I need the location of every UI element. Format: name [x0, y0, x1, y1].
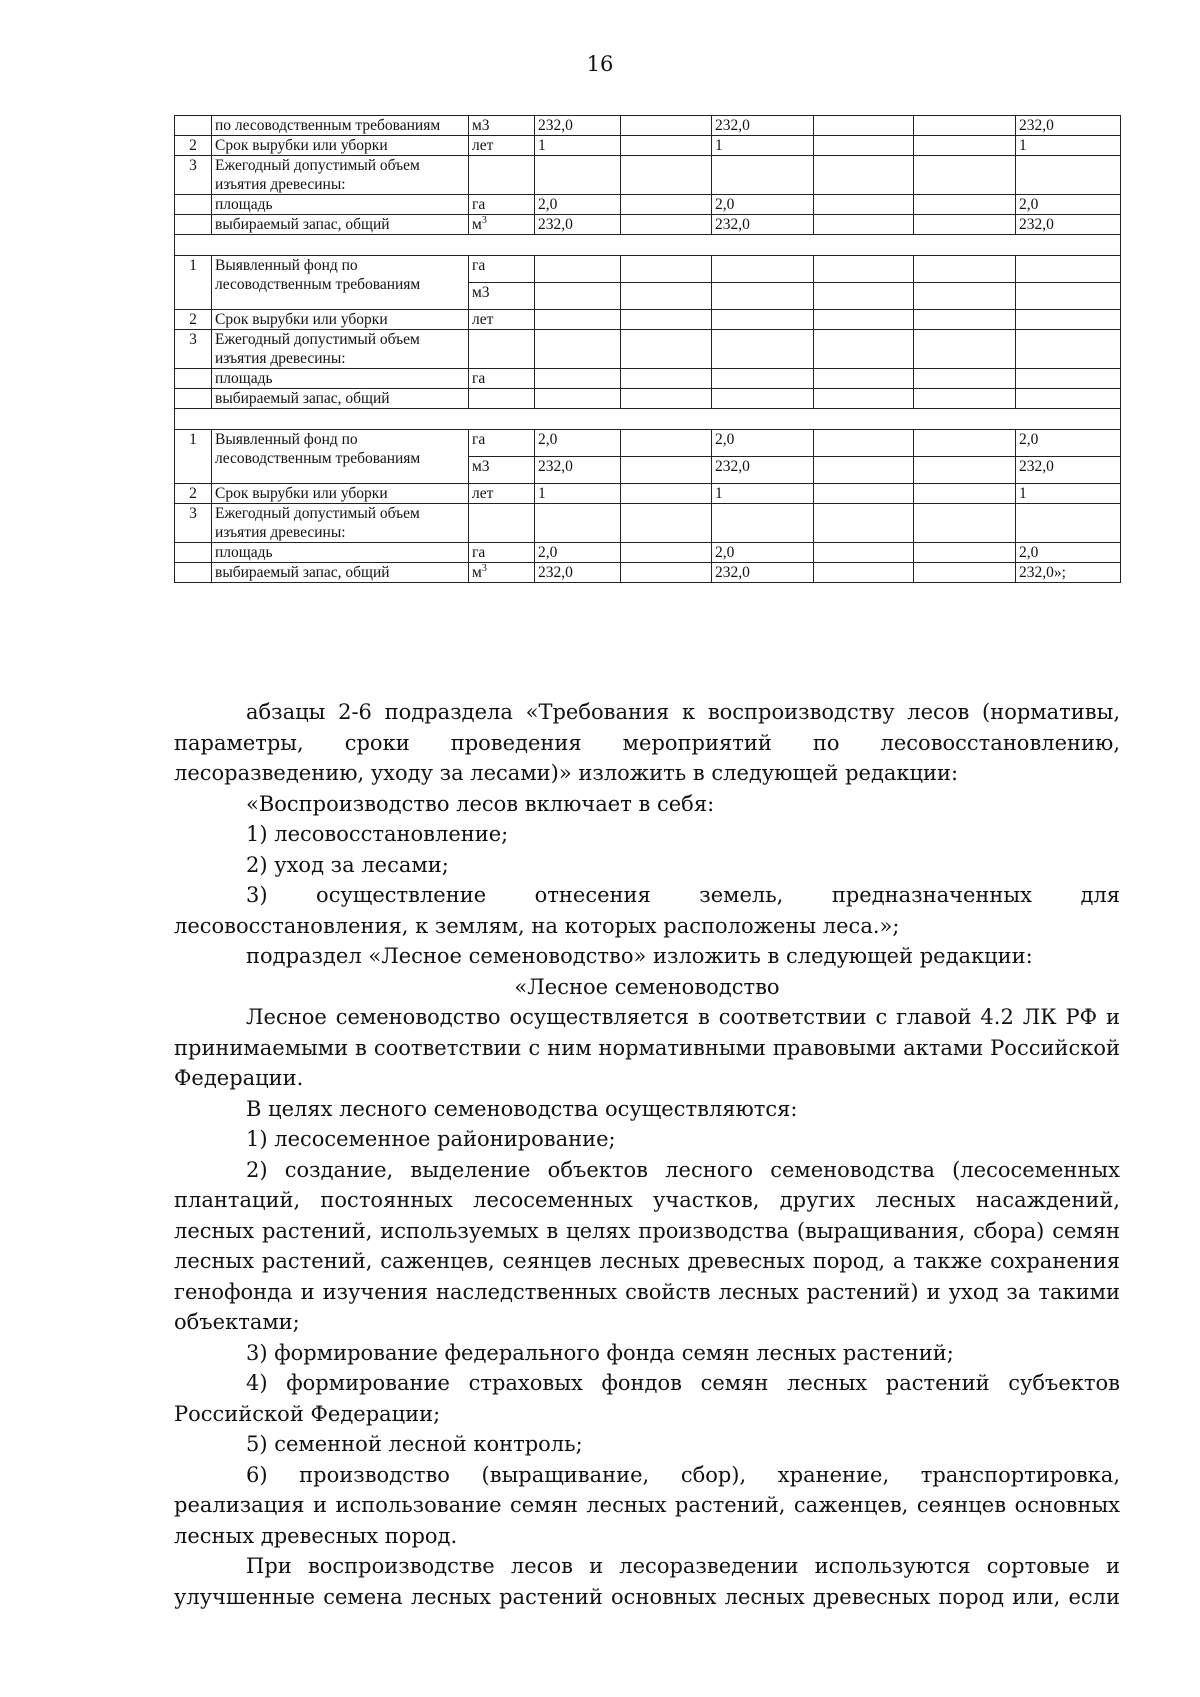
cell-value: 1: [535, 136, 621, 156]
cell-value: [621, 504, 712, 543]
list-item: 1) лесовосстановление;: [246, 822, 509, 846]
cell-value: [814, 195, 914, 215]
cell-value: [914, 195, 1016, 215]
cell-value: [621, 563, 712, 583]
cell-value: 1: [712, 484, 814, 504]
list-item: 4) формирование страховых фондов семян лесных растений субъектов Российской Федерации;: [174, 1371, 1120, 1426]
row-unit: га: [469, 430, 535, 457]
cell-value: 1: [1016, 484, 1121, 504]
cell-value: [814, 283, 914, 310]
unit-superscript: 3: [481, 215, 487, 226]
list-item: 2) уход за лесами;: [246, 852, 449, 877]
table-row: [175, 543, 1121, 563]
unit-superscript: 3: [481, 563, 487, 574]
cell-value: [814, 543, 914, 563]
cell-value: [712, 256, 814, 283]
cell-value: [535, 256, 621, 283]
row-unit: га: [469, 543, 535, 563]
cell-value: [914, 457, 1016, 484]
row-unit: [469, 504, 535, 543]
cell-value: [914, 136, 1016, 156]
row-unit: [469, 389, 535, 409]
row-unit: лет: [469, 484, 535, 504]
cell-value: [814, 136, 914, 156]
table-row: [175, 215, 1121, 235]
cell-value: [621, 116, 712, 136]
cell-value: [621, 256, 712, 283]
cell-value: [712, 369, 814, 389]
cell-value: 2,0: [712, 543, 814, 563]
cell-value: 232,0»;: [1016, 563, 1121, 583]
section-heading: «Лесное семеноводство: [514, 974, 780, 999]
cell-value: [621, 195, 712, 215]
cell-value: [621, 484, 712, 504]
cell-value: [914, 543, 1016, 563]
cell-value: [914, 330, 1016, 369]
cell-value: [621, 283, 712, 310]
cell-value: 2,0: [712, 430, 814, 457]
table-row: [175, 430, 1121, 457]
cell-value: [814, 563, 914, 583]
cell-value: [914, 504, 1016, 543]
list-item: 2) создание, выделение объектов лесного семеноводства (лесосеменных плантаций, постоянных лесосеменных участков, других лесных насаждений, лесных растений, используемых в целях производства (выращивания, сбора) семян лесных растений, саженцев, сеянцев лесных древесных пород, а также сохранения генофонда и изучения наследственных свойств лесных растений) и уход за такими объектами;: [174, 1157, 1120, 1334]
cell-value: [814, 156, 914, 195]
cell-value: [814, 215, 914, 235]
list-item: 3) формирование федерального фонда семян лесных растений;: [246, 1340, 954, 1365]
cell-value: [814, 256, 914, 283]
row-unit: м3: [469, 457, 535, 484]
cell-value: [621, 330, 712, 369]
cell-value: [621, 215, 712, 235]
cell-value: [914, 215, 1016, 235]
cell-value: [914, 369, 1016, 389]
paragraph: подраздел «Лесное семеноводство» изложить в следующей редакции:: [246, 944, 1033, 968]
cell-value: 232,0: [535, 563, 621, 583]
cell-value: [535, 330, 621, 369]
cell-value: [621, 430, 712, 457]
cell-value: [621, 457, 712, 484]
cell-value: 232,0: [1016, 116, 1121, 136]
row-unit: [469, 156, 535, 195]
table-row: [175, 195, 1121, 215]
row-name: площадь: [212, 369, 469, 389]
table-separator-row: [175, 235, 1121, 256]
cell-value: [712, 310, 814, 330]
row-name: Выявленный фонд по лесоводственным требованиям: [212, 430, 469, 484]
row-unit: га: [469, 195, 535, 215]
separator-cell: [175, 409, 1121, 430]
row-number: 1: [175, 256, 212, 310]
paragraph: Лесное семеноводство осуществляется в соответствии с главой 4.2 ЛК РФ и принимаемыми в соответствии с ним нормативными правовыми актами Российской Федерации.: [174, 1005, 1120, 1090]
table-row: [175, 116, 1121, 136]
row-unit: [469, 215, 535, 235]
cell-value: 1: [712, 136, 814, 156]
table-row: [175, 330, 1121, 369]
cell-value: [914, 116, 1016, 136]
cell-value: [1016, 504, 1121, 543]
row-name: по лесоводственным требованиям: [212, 116, 469, 136]
cell-value: 232,0: [1016, 457, 1121, 484]
cell-value: [621, 389, 712, 409]
cell-value: [1016, 369, 1121, 389]
list-item: 5) семенной лесной контроль;: [246, 1432, 583, 1456]
cell-value: 232,0: [535, 457, 621, 484]
cell-value: 232,0: [535, 215, 621, 235]
table-separator-row: [175, 409, 1121, 430]
cell-value: [712, 283, 814, 310]
cell-value: [1016, 156, 1121, 195]
row-name: Ежегодный допустимый объем изъятия древесины:: [212, 156, 469, 195]
cell-value: [535, 310, 621, 330]
cell-value: [535, 369, 621, 389]
cell-value: 232,0: [712, 563, 814, 583]
cell-value: 2,0: [535, 543, 621, 563]
row-number: [175, 215, 212, 235]
cell-value: [814, 430, 914, 457]
row-number: [175, 543, 212, 563]
cell-value: 1: [1016, 136, 1121, 156]
cell-value: [1016, 389, 1121, 409]
cell-value: [814, 330, 914, 369]
row-name: Ежегодный допустимый объем изъятия древесины:: [212, 330, 469, 369]
table-row: [175, 504, 1121, 543]
cell-value: 1: [535, 484, 621, 504]
page-number: 16: [586, 52, 614, 76]
cell-value: [914, 156, 1016, 195]
row-unit: м3: [469, 283, 535, 310]
row-name: Выявленный фонд по лесоводственным требованиям: [212, 256, 469, 310]
cell-value: [814, 389, 914, 409]
row-number: 2: [175, 310, 212, 330]
cell-value: [535, 156, 621, 195]
cell-value: 2,0: [712, 195, 814, 215]
cell-value: [914, 484, 1016, 504]
row-name: площадь: [212, 543, 469, 563]
cell-value: [914, 430, 1016, 457]
cell-value: [814, 310, 914, 330]
row-name: выбираемый запас, общий: [212, 215, 469, 235]
row-name: Срок вырубки или уборки: [212, 484, 469, 504]
cell-value: [712, 504, 814, 543]
row-name: выбираемый запас, общий: [212, 389, 469, 409]
table-row: [175, 563, 1121, 583]
row-name: Срок вырубки или уборки: [212, 310, 469, 330]
row-name: Срок вырубки или уборки: [212, 136, 469, 156]
cell-value: [1016, 283, 1121, 310]
paragraph: «Воспроизводство лесов включает в себя:: [246, 791, 715, 816]
cell-value: [914, 310, 1016, 330]
cell-value: [621, 310, 712, 330]
cell-value: 2,0: [535, 195, 621, 215]
cell-value: 2,0: [1016, 195, 1121, 215]
row-number: 3: [175, 156, 212, 195]
cell-value: 232,0: [712, 116, 814, 136]
cell-value: 2,0: [1016, 543, 1121, 563]
row-number: [175, 195, 212, 215]
row-number: 2: [175, 136, 212, 156]
cell-value: [1016, 256, 1121, 283]
cell-value: 232,0: [712, 215, 814, 235]
row-number: 3: [175, 330, 212, 369]
list-item: 1) лесосеменное районирование;: [246, 1127, 616, 1151]
cell-value: [914, 389, 1016, 409]
cell-value: 232,0: [1016, 215, 1121, 235]
row-unit: м3: [469, 116, 535, 136]
cell-value: [814, 116, 914, 136]
row-number: 1: [175, 430, 212, 484]
cell-value: [914, 563, 1016, 583]
row-unit: [469, 330, 535, 369]
row-unit: га: [469, 369, 535, 389]
cell-value: [914, 283, 1016, 310]
cell-value: [535, 389, 621, 409]
row-name: выбираемый запас, общий: [212, 563, 469, 583]
body-text: [174, 697, 1120, 1612]
cell-value: [814, 504, 914, 543]
paragraph: При воспроизводстве лесов и лесоразведении используются сортовые и улучшенные семена лесных растений основных лесных древесных пород или, если: [174, 1554, 1120, 1609]
table-row: [175, 389, 1121, 409]
table-row: [175, 136, 1121, 156]
paragraph: В целях лесного семеноводства осуществляются:: [246, 1096, 798, 1121]
row-number: [175, 389, 212, 409]
cell-value: [814, 457, 914, 484]
row-unit: лет: [469, 310, 535, 330]
row-name: площадь: [212, 195, 469, 215]
paragraph: абзацы 2-6 подраздела «Требования к воспроизводству лесов (нормативы, параметры, сроки проведения мероприятий по лесовосстановлению, лесоразведению, уходу за лесами)» изложить в следующей редакции:: [174, 700, 1120, 785]
cell-value: [712, 156, 814, 195]
cell-value: 2,0: [535, 430, 621, 457]
list-item: 6) производство (выращивание, сбор), хранение, транспортировка, реализация и использование семян лесных растений, саженцев, сеянцев основных лесных древесных пород.: [174, 1462, 1120, 1548]
table-row: [175, 310, 1121, 330]
cell-value: [712, 330, 814, 369]
cell-value: [814, 369, 914, 389]
row-number: 2: [175, 484, 212, 504]
row-number: [175, 369, 212, 389]
row-unit: га: [469, 256, 535, 283]
cell-value: [535, 283, 621, 310]
unit-text: м: [472, 564, 482, 581]
cell-value: 232,0: [712, 457, 814, 484]
cell-value: [1016, 310, 1121, 330]
cell-value: [535, 504, 621, 543]
row-unit: лет: [469, 136, 535, 156]
separator-cell: [175, 235, 1121, 256]
cell-value: [712, 389, 814, 409]
row-number: 3: [175, 504, 212, 543]
forest-fund-table: [174, 115, 1121, 583]
unit-text: м: [472, 216, 482, 233]
table-row: [175, 156, 1121, 195]
table-row: [175, 369, 1121, 389]
cell-value: 232,0: [535, 116, 621, 136]
cell-value: [914, 256, 1016, 283]
cell-value: [1016, 330, 1121, 369]
table-row: [175, 484, 1121, 504]
row-name: Ежегодный допустимый объем изъятия древесины:: [212, 504, 469, 543]
cell-value: 2,0: [1016, 430, 1121, 457]
row-number: [175, 563, 212, 583]
table-row: [175, 256, 1121, 283]
cell-value: [621, 136, 712, 156]
cell-value: [621, 156, 712, 195]
cell-value: [814, 484, 914, 504]
row-number: [175, 116, 212, 136]
row-unit: [469, 563, 535, 583]
list-item: 3) осуществление отнесения земель, предназначенных для лесовосстановления, к землям, на которых расположены леса.»;: [174, 883, 1120, 938]
cell-value: [621, 369, 712, 389]
cell-value: [621, 543, 712, 563]
